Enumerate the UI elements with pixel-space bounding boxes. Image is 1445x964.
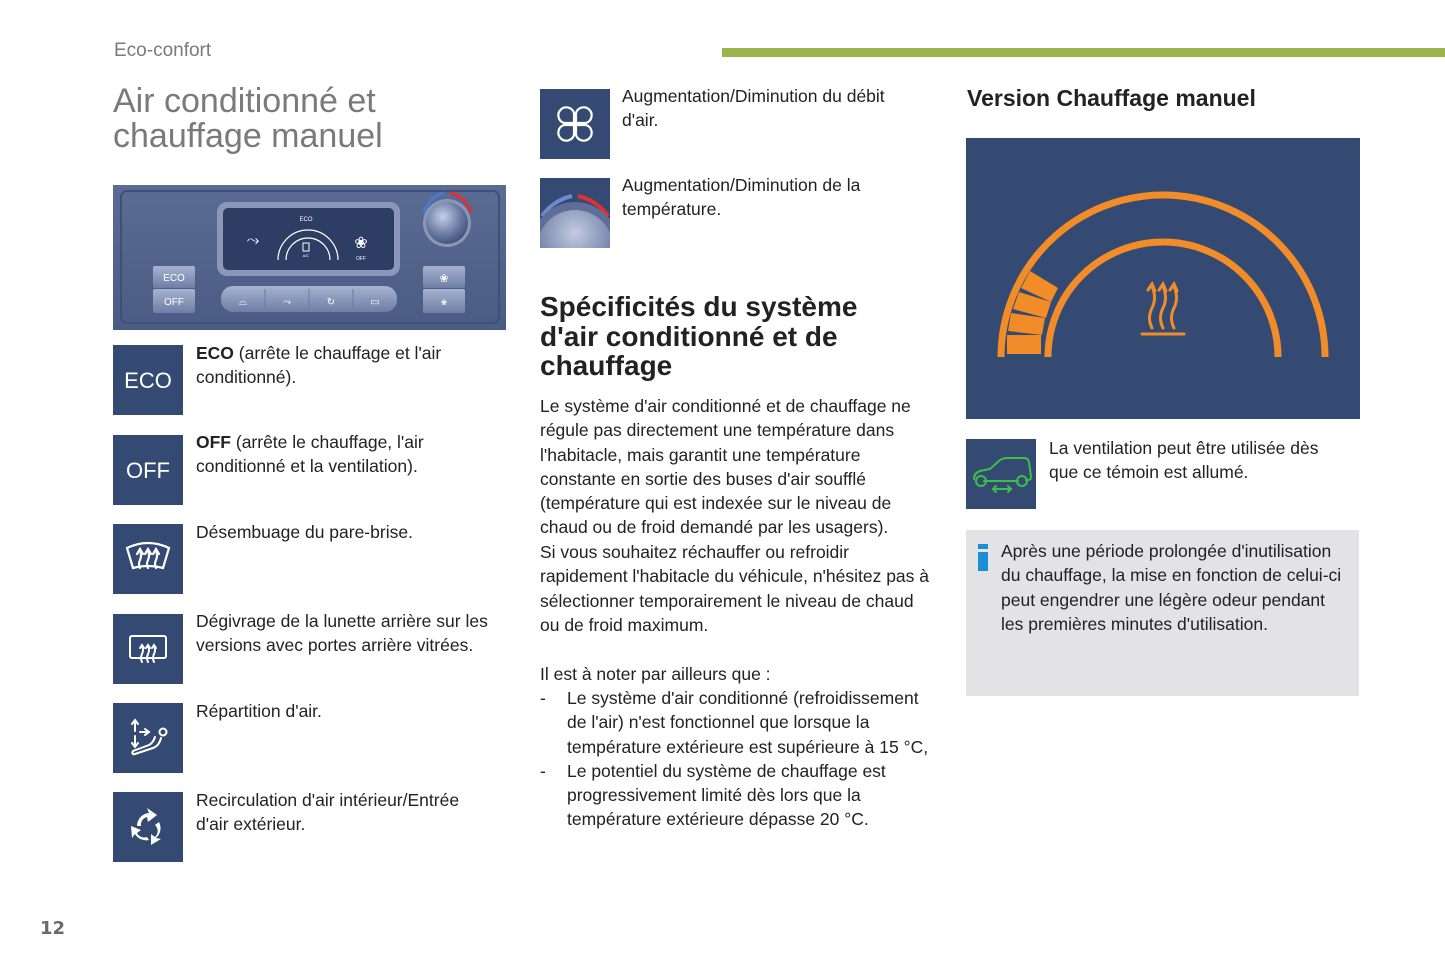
- svg-text:❀: ❀: [439, 272, 449, 285]
- specifics-heading: Spécificités du système d'air conditionné et de chauffage: [540, 291, 858, 381]
- specifics-paragraph-2: Si vous souhaitez réchauffer ou refroidir rapidement l'habitacle du véhicule, n'hésitez pas à sélectionner temporairement le niveau de chaud ou de froid maximum.: [540, 542, 930, 635]
- off-description: OFF (arrête le chauffage, l'air conditionné et la ventilation).: [196, 432, 424, 477]
- fan-speed-description: Augmentation/Diminution du débit d'air.: [622, 86, 885, 131]
- svg-text:A/C: A/C: [302, 253, 310, 258]
- specifics-bullet-list: [540, 686, 935, 832]
- page-number: 12: [40, 918, 66, 939]
- off-icon: [113, 435, 183, 505]
- info-note: [966, 530, 1359, 696]
- bullet-item: - Le potentiel du système de chauffage est progressivement limité dès lors que la température extérieure dépasse 20 °C.: [540, 760, 886, 830]
- fan-speed-icon: [540, 89, 610, 159]
- svg-text:↻: ↻: [326, 297, 336, 308]
- eco-description: ECO (arrête le chauffage et l'air conditionné).: [196, 343, 442, 388]
- svg-text:⤳: ⤳: [246, 230, 260, 249]
- rear-window-defrost-description: Dégivrage de la lunette arrière sur les versions avec portes arrière vitrées.: [196, 611, 488, 656]
- svg-text:⌓: ⌓: [239, 297, 247, 308]
- info-icon: [978, 544, 988, 571]
- svg-text:ECO: ECO: [124, 368, 172, 393]
- specifics-paragraph-1: Le système d'air conditionné et de chauffage ne régule pas directement une température dans l'habitacle, mais garantit une température constante en sortie des buses d'air soufflé (température qui est indexée sur le niveau de chaud ou de froid demandé par les usagers).: [540, 396, 911, 538]
- heating-gauge-illustration: [966, 138, 1360, 419]
- ventilation-ready-description: La ventilation peut être utilisée dès que ce témoin est allumé.: [1049, 438, 1319, 483]
- windscreen-demist-description: Désembuage du pare-brise.: [196, 522, 413, 542]
- control-panel-illustration: [113, 185, 506, 330]
- svg-text:OFF: OFF: [356, 256, 366, 262]
- bullet-item: - Le système d'air conditionné (refroidissement de l'air) n'est fonctionnel que lorsque la température extérieure est supérieure à 15 °C,: [540, 688, 929, 757]
- svg-text:❀: ❀: [354, 233, 368, 252]
- recirculation-icon: [113, 792, 183, 862]
- temperature-description: Augmentation/Diminution de la température.: [622, 175, 861, 220]
- svg-text:❀: ❀: [440, 298, 448, 307]
- windscreen-demist-icon: [113, 524, 183, 594]
- temperature-knob-icon: [540, 178, 610, 248]
- ventilation-ready-icon: [966, 439, 1036, 509]
- eco-icon: [113, 345, 183, 415]
- recirculation-description: Recirculation d'air intérieur/Entrée d'air extérieur.: [196, 790, 460, 835]
- svg-text:⤳: ⤳: [283, 297, 291, 308]
- svg-text:ECO: ECO: [163, 273, 185, 284]
- svg-text:ECO: ECO: [299, 217, 313, 223]
- svg-text:OFF: OFF: [164, 297, 184, 308]
- page-title: Air conditionné et chauffage manuel: [113, 82, 383, 155]
- section-label: Eco-confort: [114, 40, 212, 61]
- svg-text:OFF: OFF: [126, 458, 170, 483]
- air-distribution-description: Répartition d'air.: [196, 701, 322, 721]
- manual-heating-heading: Version Chauffage manuel: [967, 85, 1256, 111]
- specifics-intro: Il est à noter par ailleurs que :: [540, 664, 771, 684]
- air-distribution-icon: [113, 703, 183, 773]
- section-accent-bar: [722, 48, 1445, 57]
- svg-text:▭: ▭: [370, 297, 380, 308]
- rear-window-defrost-icon: [113, 614, 183, 684]
- info-note-text: Après une période prolongée d'inutilisation du chauffage, la mise en fonction de celui-ci peut engendrer une légère odeur pendant les premières minutes d'utilisation.: [1001, 541, 1342, 634]
